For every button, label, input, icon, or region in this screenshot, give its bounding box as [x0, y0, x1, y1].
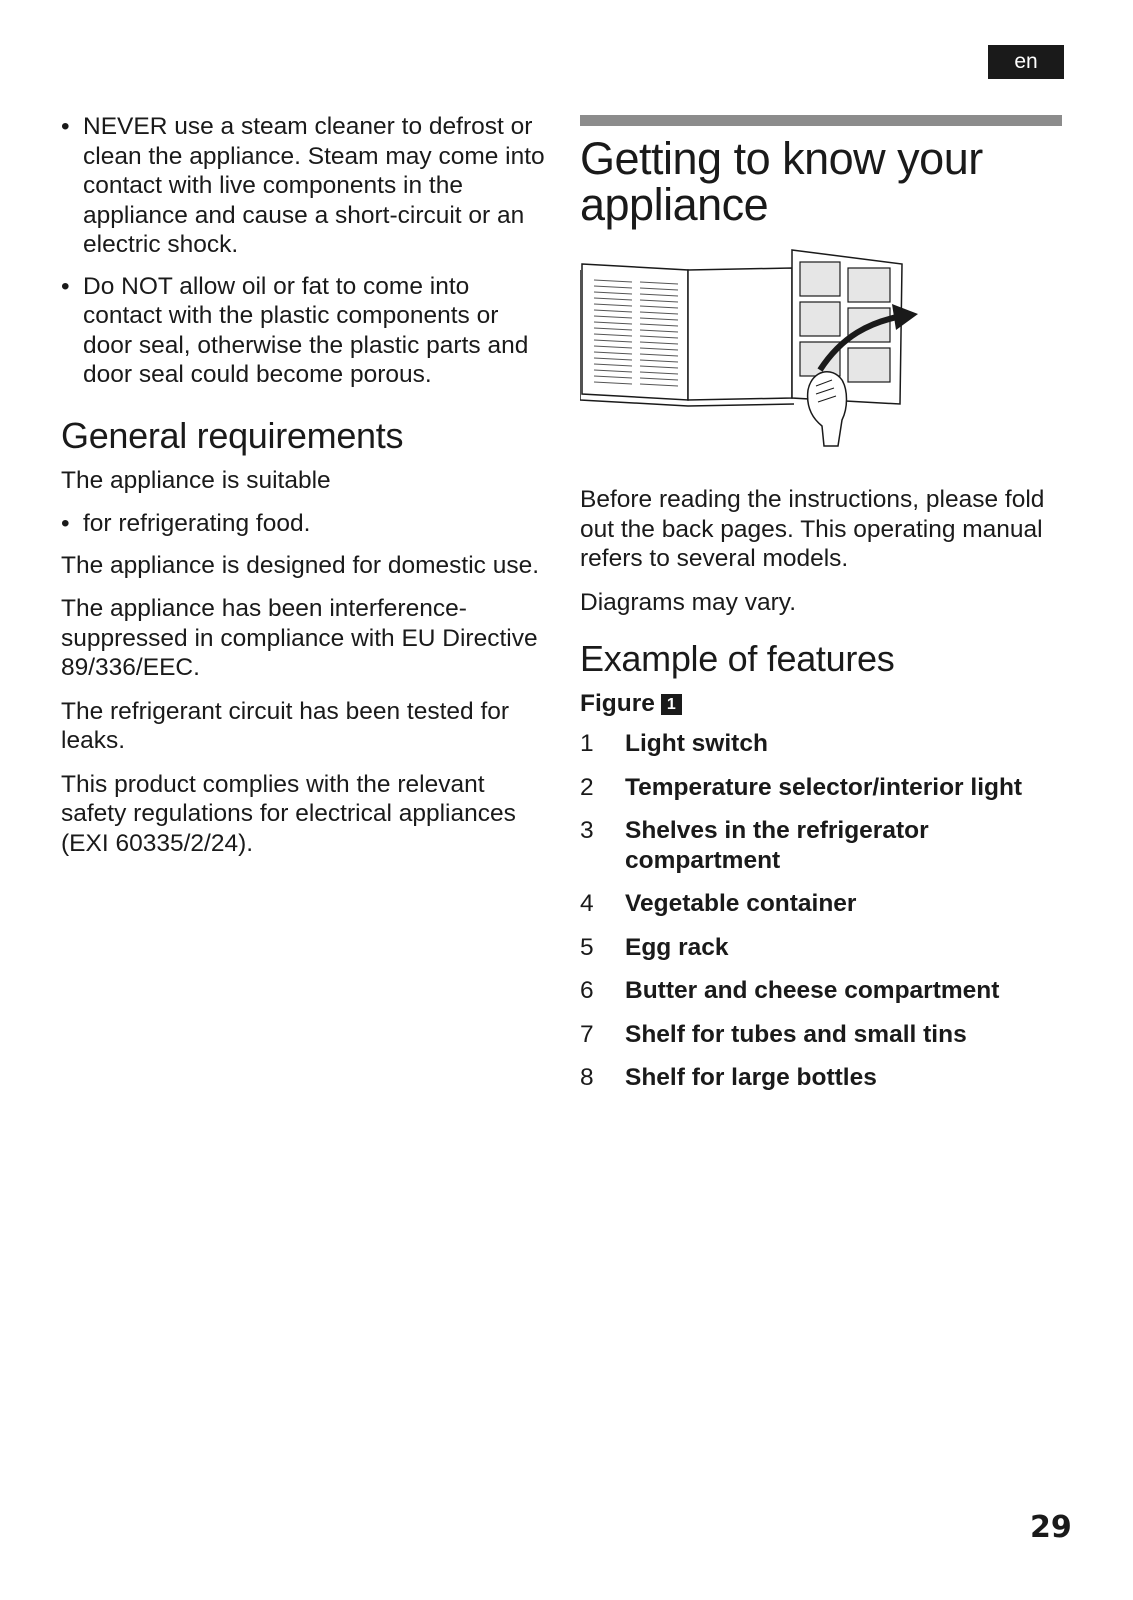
feature-label: Shelf for tubes and small tins [625, 1020, 967, 1048]
feature-label: Shelves in the refrigerator compartment [625, 817, 929, 874]
bullet-dot: • [61, 510, 70, 537]
intro-paragraph: Before reading the instructions, please fold out the back pages. This operating manual refers to several models. [580, 486, 1045, 572]
left-column [61, 108, 551, 872]
language-badge: en [988, 45, 1064, 79]
feature-item [580, 889, 1062, 919]
figure-label-text: Figure [580, 690, 655, 717]
requirement-paragraph: The appliance is designed for domestic use. [61, 551, 540, 579]
feature-item [580, 1063, 1062, 1093]
suitable-bullet [61, 509, 551, 539]
feature-number: 8 [580, 1064, 594, 1091]
warning-text: NEVER use a steam cleaner to defrost or clean the appliance. Steam may come into contact with live components in the appliance and cause a short-circuit or an electric shock. [83, 113, 545, 258]
requirement-paragraph: This product complies with the relevant safety regulations for electrical appliances (EXI 60335/2/24). [61, 770, 516, 857]
feature-number: 1 [580, 730, 594, 757]
requirement-paragraph: The appliance has been interference-suppressed in compliance with EU Directive 89/336/EEC. [61, 595, 538, 681]
warning-text: Do NOT allow oil or fat to come into contact with the plastic components or door seal, otherwise the plastic parts and door seal could become porous. [83, 272, 529, 388]
feature-label: Shelf for large bottles [625, 1064, 877, 1091]
feature-item [580, 1020, 1062, 1050]
intro-paragraph: Diagrams may vary. [580, 588, 797, 616]
feature-label: Temperature selector/interior light [625, 773, 1023, 801]
suitable-text: for refrigerating food. [83, 510, 311, 537]
feature-item [580, 933, 1062, 963]
feature-label: Light switch [625, 730, 768, 757]
feature-label: Vegetable container [625, 890, 857, 917]
bullet-dot: • [61, 272, 70, 300]
feature-number: 7 [580, 1020, 594, 1048]
page-number: 29 [1030, 1510, 1072, 1545]
feature-label: Butter and cheese compartment [625, 977, 1000, 1004]
warning-bullet [61, 272, 551, 390]
warning-bullet [61, 112, 551, 260]
figure-label [580, 689, 1062, 719]
figure-number-box: 1 [661, 694, 682, 715]
general-requirements-heading: General requirements [61, 414, 404, 456]
feature-label: Egg rack [625, 933, 729, 961]
feature-number: 4 [580, 890, 594, 917]
bullet-dot: • [61, 113, 70, 140]
feature-number: 2 [580, 773, 594, 801]
features-heading: Example of features [580, 638, 895, 679]
feature-item [580, 729, 1062, 759]
feature-item [580, 816, 1062, 875]
requirement-paragraph: The refrigerant circuit has been tested for leaks. [61, 697, 510, 754]
section-rule [580, 115, 1062, 126]
feature-number: 5 [580, 933, 594, 961]
suitable-intro: The appliance is suitable [61, 466, 331, 494]
page-title: Getting to know your appliance [580, 133, 983, 230]
feature-item [580, 976, 1062, 1006]
feature-item [580, 773, 1062, 803]
feature-number: 3 [580, 817, 594, 844]
feature-number: 6 [580, 977, 594, 1004]
fold-out-pages-illustration [580, 240, 940, 462]
right-column [580, 115, 1062, 1107]
